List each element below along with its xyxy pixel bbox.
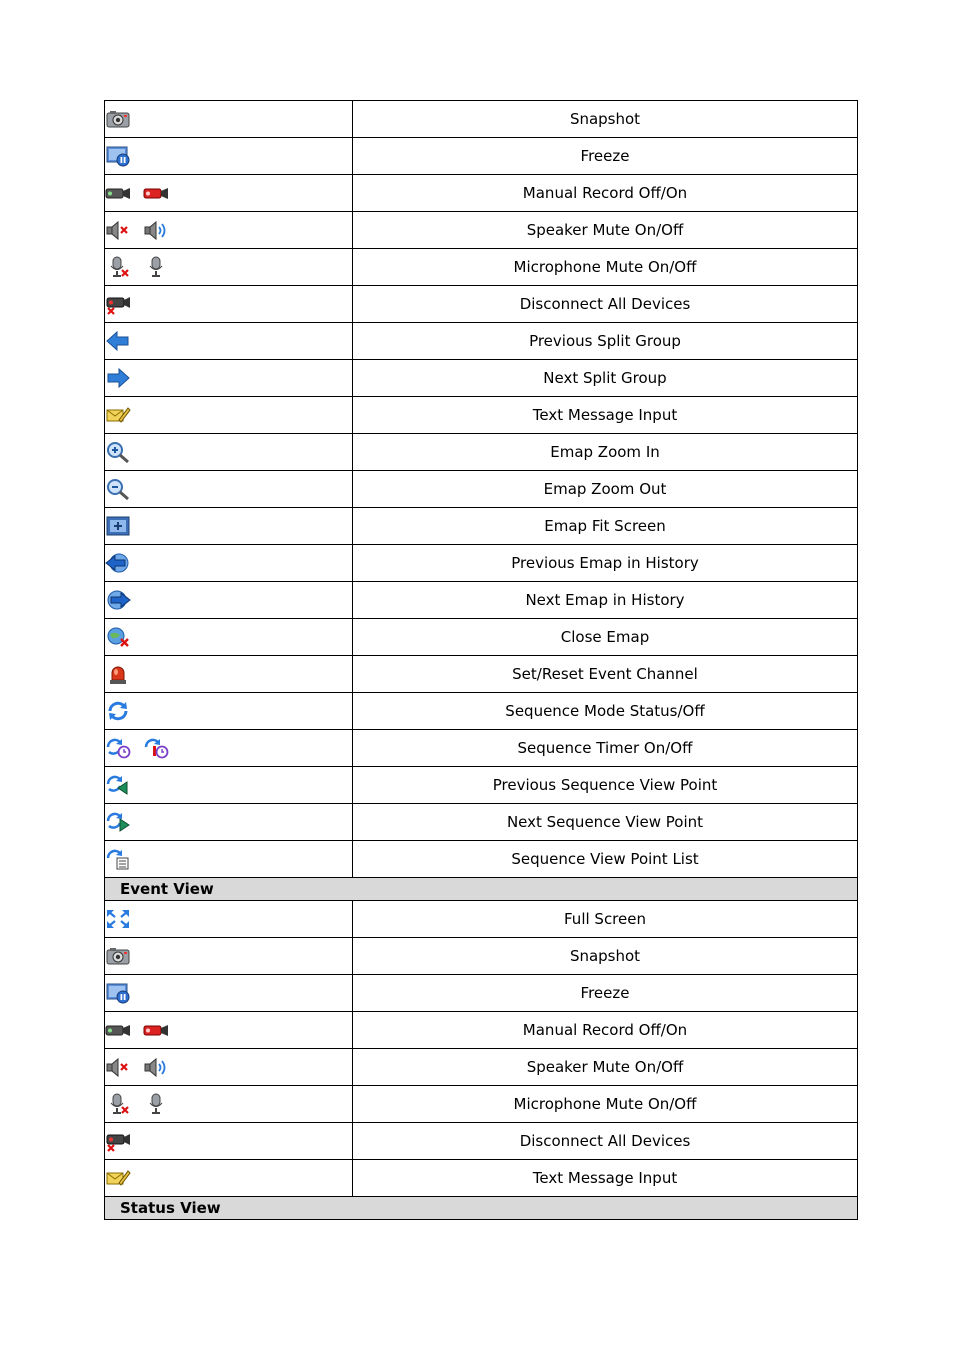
speaker-muted-icon: [105, 1056, 131, 1078]
table-body: [105, 101, 858, 1220]
table-row: [105, 767, 858, 804]
table-row: [105, 1049, 858, 1086]
sequence-list-icon: [105, 848, 131, 870]
alarm-light-icon: [105, 663, 131, 685]
table-row: [105, 582, 858, 619]
table-row: [105, 1123, 858, 1160]
icon-group: [105, 101, 352, 137]
icon-group: [105, 1012, 352, 1048]
icon-group: [105, 767, 352, 803]
camera-record-on-icon: [143, 182, 169, 204]
table-row: [105, 804, 858, 841]
speaker-on-icon: [143, 219, 169, 241]
section-title: Status View: [105, 1197, 858, 1220]
table-row: [105, 545, 858, 582]
camera-snapshot-icon: [105, 108, 131, 130]
camera-record-off-icon: [105, 1019, 131, 1041]
function-description: Sequence View Point List: [353, 841, 858, 878]
function-description: Previous Emap in History: [353, 545, 858, 582]
function-description: Sequence Mode Status/Off: [353, 693, 858, 730]
globe-close-icon: [105, 626, 131, 648]
icon-group: [105, 841, 352, 877]
table-row: [105, 249, 858, 286]
icon-cell: [105, 767, 353, 804]
icon-cell: [105, 471, 353, 508]
sequence-next-icon: [105, 811, 131, 833]
function-description: Text Message Input: [353, 397, 858, 434]
icon-cell: [105, 656, 353, 693]
icon-group: [105, 545, 352, 581]
sequence-previous-icon: [105, 774, 131, 796]
icon-cell: [105, 508, 353, 545]
text-message-icon: [105, 1167, 131, 1189]
camera-snapshot-icon: [105, 945, 131, 967]
table-row: [105, 901, 858, 938]
table-row: [105, 1160, 858, 1197]
function-description: Next Split Group: [353, 360, 858, 397]
icon-cell: [105, 938, 353, 975]
text-message-icon: [105, 404, 131, 426]
function-description: Microphone Mute On/Off: [353, 1086, 858, 1123]
icon-cell: [105, 175, 353, 212]
function-description: Snapshot: [353, 938, 858, 975]
icon-group: [105, 804, 352, 840]
fit-screen-icon: [105, 515, 131, 537]
function-description: Text Message Input: [353, 1160, 858, 1197]
table-row: [105, 397, 858, 434]
icon-cell: [105, 841, 353, 878]
icon-cell: [105, 619, 353, 656]
icon-cell: [105, 804, 353, 841]
section-header-row: [105, 878, 858, 901]
table-row: [105, 434, 858, 471]
table-row: [105, 286, 858, 323]
icon-cell: [105, 1049, 353, 1086]
zoom-in-icon: [105, 441, 131, 463]
icon-group: [105, 249, 352, 285]
function-description: Speaker Mute On/Off: [353, 212, 858, 249]
icon-group: [105, 1123, 352, 1159]
function-description: Close Emap: [353, 619, 858, 656]
microphone-muted-icon: [105, 256, 131, 278]
function-description: Full Screen: [353, 901, 858, 938]
icon-group: [105, 360, 352, 396]
icon-cell: [105, 582, 353, 619]
icon-cell: [105, 286, 353, 323]
icon-cell: [105, 101, 353, 138]
icon-group: [105, 508, 352, 544]
function-description: Sequence Timer On/Off: [353, 730, 858, 767]
table-row: [105, 975, 858, 1012]
table-row: [105, 508, 858, 545]
camera-record-on-icon: [143, 1019, 169, 1041]
icon-cell: [105, 323, 353, 360]
sequence-timer-on-icon: [105, 737, 131, 759]
icon-cell: [105, 1086, 353, 1123]
table-row: [105, 1086, 858, 1123]
function-description: Microphone Mute On/Off: [353, 249, 858, 286]
table-row: [105, 730, 858, 767]
camera-record-off-icon: [105, 182, 131, 204]
icon-group: [105, 212, 352, 248]
speaker-on-icon: [143, 1056, 169, 1078]
icon-group: [105, 138, 352, 174]
arrow-right-icon: [105, 367, 131, 389]
function-description: Set/Reset Event Channel: [353, 656, 858, 693]
speaker-muted-icon: [105, 219, 131, 241]
icon-group: [105, 175, 352, 211]
table-row: [105, 101, 858, 138]
table-row: [105, 619, 858, 656]
table-row: [105, 175, 858, 212]
icon-group: [105, 1086, 352, 1122]
function-description: Disconnect All Devices: [353, 1123, 858, 1160]
icon-group: [105, 619, 352, 655]
table-row: [105, 656, 858, 693]
icon-cell: [105, 397, 353, 434]
icon-cell: [105, 138, 353, 175]
icon-cell: [105, 360, 353, 397]
icon-cell: [105, 1123, 353, 1160]
icon-group: [105, 975, 352, 1011]
icon-group: [105, 323, 352, 359]
microphone-on-icon: [143, 256, 169, 278]
icon-group: [105, 1160, 352, 1196]
icon-cell: [105, 1160, 353, 1197]
function-description: Next Emap in History: [353, 582, 858, 619]
section-title: Event View: [105, 878, 858, 901]
history-back-icon: [105, 552, 131, 574]
sequence-refresh-icon: [105, 700, 131, 722]
icon-cell: [105, 693, 353, 730]
camera-disconnect-icon: [105, 293, 131, 315]
icon-group: [105, 286, 352, 322]
function-description: Manual Record Off/On: [353, 1012, 858, 1049]
function-description: Previous Split Group: [353, 323, 858, 360]
section-header-row: [105, 1197, 858, 1220]
icon-group: [105, 693, 352, 729]
monitor-pause-icon: [105, 145, 131, 167]
icon-cell: [105, 730, 353, 767]
table-row: [105, 1012, 858, 1049]
icon-group: [105, 397, 352, 433]
function-description: Freeze: [353, 138, 858, 175]
microphone-muted-icon: [105, 1093, 131, 1115]
function-description: Manual Record Off/On: [353, 175, 858, 212]
icon-group: [105, 730, 352, 766]
table-row: [105, 471, 858, 508]
icon-cell: [105, 434, 353, 471]
icon-group: [105, 582, 352, 618]
monitor-pause-icon: [105, 982, 131, 1004]
function-description: Emap Zoom In: [353, 434, 858, 471]
icon-cell: [105, 975, 353, 1012]
icon-function-table: [104, 100, 858, 1220]
camera-disconnect-icon: [105, 1130, 131, 1152]
icon-group: [105, 938, 352, 974]
function-description: Emap Zoom Out: [353, 471, 858, 508]
function-description: Previous Sequence View Point: [353, 767, 858, 804]
icon-cell: [105, 1012, 353, 1049]
icon-cell: [105, 249, 353, 286]
function-description: Next Sequence View Point: [353, 804, 858, 841]
zoom-out-icon: [105, 478, 131, 500]
table-row: [105, 938, 858, 975]
icon-group: [105, 656, 352, 692]
table-row: [105, 841, 858, 878]
sequence-timer-off-icon: [143, 737, 169, 759]
icon-group: [105, 471, 352, 507]
table-row: [105, 360, 858, 397]
function-description: Disconnect All Devices: [353, 286, 858, 323]
icon-cell: [105, 901, 353, 938]
arrow-left-icon: [105, 330, 131, 352]
icon-group: [105, 434, 352, 470]
icon-cell: [105, 545, 353, 582]
icon-cell: [105, 212, 353, 249]
microphone-on-icon: [143, 1093, 169, 1115]
function-description: Speaker Mute On/Off: [353, 1049, 858, 1086]
table-row: [105, 693, 858, 730]
icon-group: [105, 901, 352, 937]
full-screen-icon: [105, 908, 131, 930]
history-forward-icon: [105, 589, 131, 611]
function-description: Snapshot: [353, 101, 858, 138]
icon-group: [105, 1049, 352, 1085]
function-description: Emap Fit Screen: [353, 508, 858, 545]
table-row: [105, 138, 858, 175]
function-description: Freeze: [353, 975, 858, 1012]
table-row: [105, 323, 858, 360]
table-row: [105, 212, 858, 249]
